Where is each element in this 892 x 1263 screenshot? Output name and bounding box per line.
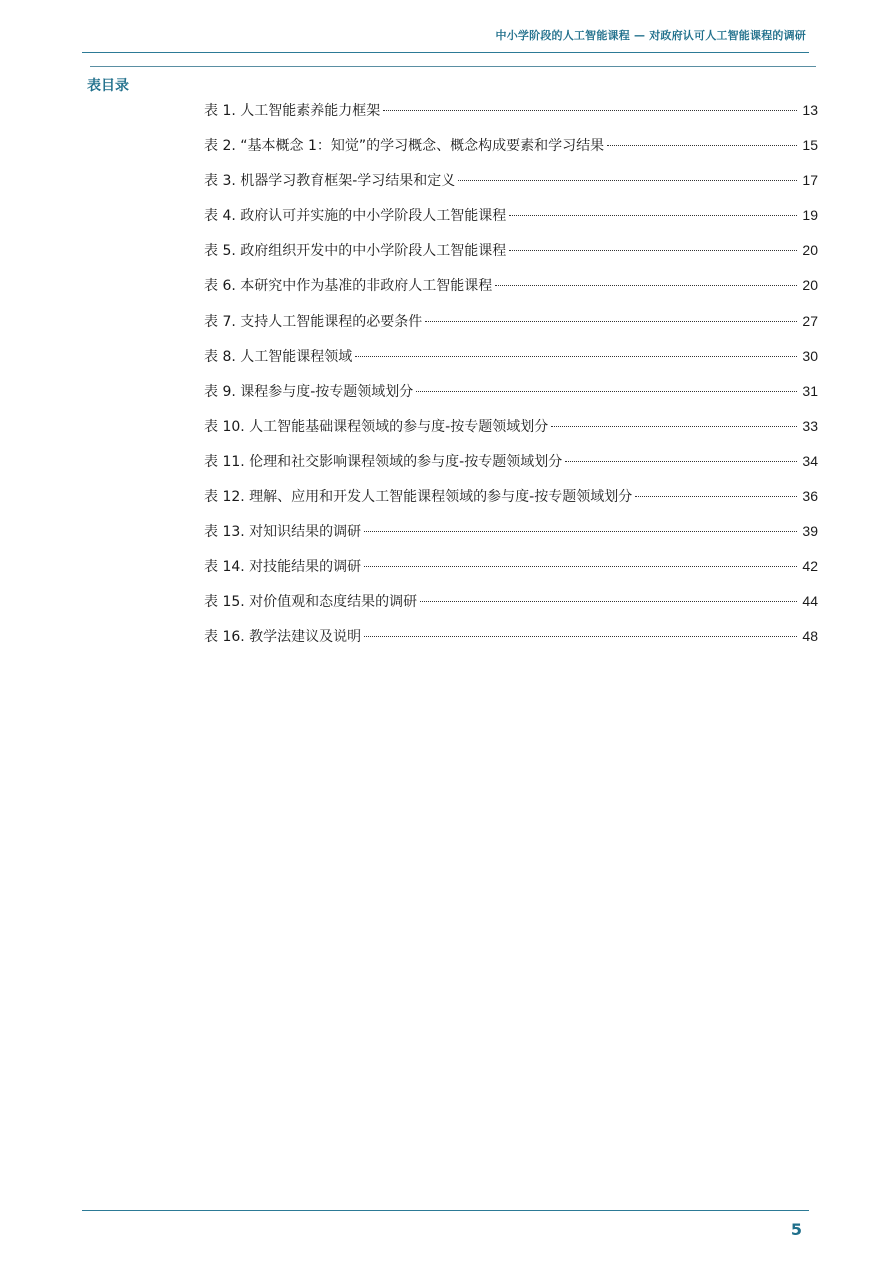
- toc-entry[interactable]: [204, 416, 818, 451]
- dot-leader: [495, 285, 797, 286]
- table-of-tables: [204, 100, 818, 662]
- toc-entry[interactable]: [204, 311, 818, 346]
- dot-leader: [509, 215, 797, 216]
- header-rule-secondary: [90, 66, 816, 67]
- toc-entry-page: 33: [802, 417, 818, 434]
- header-rule: [82, 52, 809, 53]
- toc-entry-label: 表 4. 政府认可并实施的中小学阶段人工智能课程: [204, 208, 507, 225]
- toc-entry-page: 39: [802, 523, 818, 540]
- toc-entry-page: 13: [802, 102, 818, 118]
- toc-entry-page: 44: [802, 593, 818, 610]
- dot-leader: [565, 461, 797, 462]
- toc-entry-label: 表 11. 伦理和社交影响课程领域的参与度-按专题领域划分: [204, 453, 563, 470]
- toc-entry-page: 31: [802, 382, 818, 399]
- page-number: 5: [790, 1220, 802, 1239]
- toc-entry-label: 表 8. 人工智能课程领域: [204, 348, 353, 365]
- toc-entry-page: 30: [802, 347, 818, 364]
- toc-entry-label: 表 16. 教学法建议及说明: [204, 629, 362, 646]
- toc-entry[interactable]: [204, 135, 818, 170]
- toc-entry[interactable]: [204, 591, 818, 626]
- toc-entry-page: 42: [802, 558, 818, 575]
- dot-leader: [425, 321, 797, 322]
- toc-entry-label: 表 3. 机器学习教育框架-学习结果和定义: [204, 173, 456, 190]
- dot-leader: [364, 566, 797, 567]
- dot-leader: [364, 636, 797, 637]
- toc-entry-page: 48: [802, 628, 818, 645]
- toc-entry[interactable]: [204, 381, 818, 416]
- toc-entry-page: 20: [802, 242, 818, 259]
- toc-entry-label: 表 12. 理解、应用和开发人工智能课程领域的参与度-按专题领域划分: [204, 489, 633, 506]
- toc-entry-label: 表 5. 政府组织开发中的中小学阶段人工智能课程: [204, 243, 507, 260]
- running-header: 中小学阶段的人工智能课程 — 对政府认可人工智能课程的调研: [495, 29, 806, 42]
- dot-leader: [355, 356, 797, 357]
- toc-entry-label: 表 2. “基本概念 1：知觉”的学习概念、概念构成要素和学习结果: [204, 138, 605, 155]
- toc-entry[interactable]: [204, 275, 818, 310]
- toc-entry[interactable]: [204, 346, 818, 381]
- toc-entry-page: 34: [802, 452, 818, 469]
- toc-entry[interactable]: [204, 240, 818, 275]
- dot-leader: [509, 250, 797, 251]
- toc-entry-label: 表 9. 课程参与度-按专题领域划分: [204, 383, 414, 400]
- toc-entry-label: 表 15. 对价值观和态度结果的调研: [204, 594, 418, 611]
- toc-entry[interactable]: [204, 205, 818, 240]
- dot-leader: [607, 145, 797, 146]
- toc-entry[interactable]: [204, 170, 818, 205]
- toc-entry-label: 表 13. 对知识结果的调研: [204, 524, 362, 541]
- dot-leader: [551, 426, 797, 427]
- toc-entry-page: 17: [802, 172, 818, 189]
- toc-entry-page: 27: [802, 312, 818, 329]
- toc-entry[interactable]: [204, 556, 818, 591]
- toc-entry[interactable]: [204, 486, 818, 521]
- toc-entry-label: 表 1. 人工智能素养能力框架: [204, 103, 381, 119]
- toc-entry-label: 表 14. 对技能结果的调研: [204, 559, 362, 576]
- toc-entry-page: 36: [802, 488, 818, 505]
- toc-title: 表目录: [87, 78, 129, 94]
- toc-entry-label: 表 10. 人工智能基础课程领域的参与度-按专题领域划分: [204, 418, 549, 435]
- toc-entry-page: 19: [802, 207, 818, 224]
- toc-entry[interactable]: [204, 626, 818, 661]
- toc-entry[interactable]: [204, 451, 818, 486]
- dot-leader: [420, 601, 797, 602]
- dot-leader: [364, 531, 797, 532]
- toc-entry-page: 20: [802, 277, 818, 294]
- dot-leader: [383, 110, 797, 111]
- dot-leader: [458, 180, 797, 181]
- dot-leader: [635, 496, 797, 497]
- toc-entry-page: 15: [802, 137, 818, 154]
- toc-entry-label: 表 6. 本研究中作为基准的非政府人工智能课程: [204, 278, 493, 295]
- toc-entry[interactable]: [204, 521, 818, 556]
- footer-rule: [82, 1210, 809, 1211]
- toc-entry-label: 表 7. 支持人工智能课程的必要条件: [204, 313, 423, 330]
- dot-leader: [416, 391, 797, 392]
- toc-entry[interactable]: [204, 100, 818, 135]
